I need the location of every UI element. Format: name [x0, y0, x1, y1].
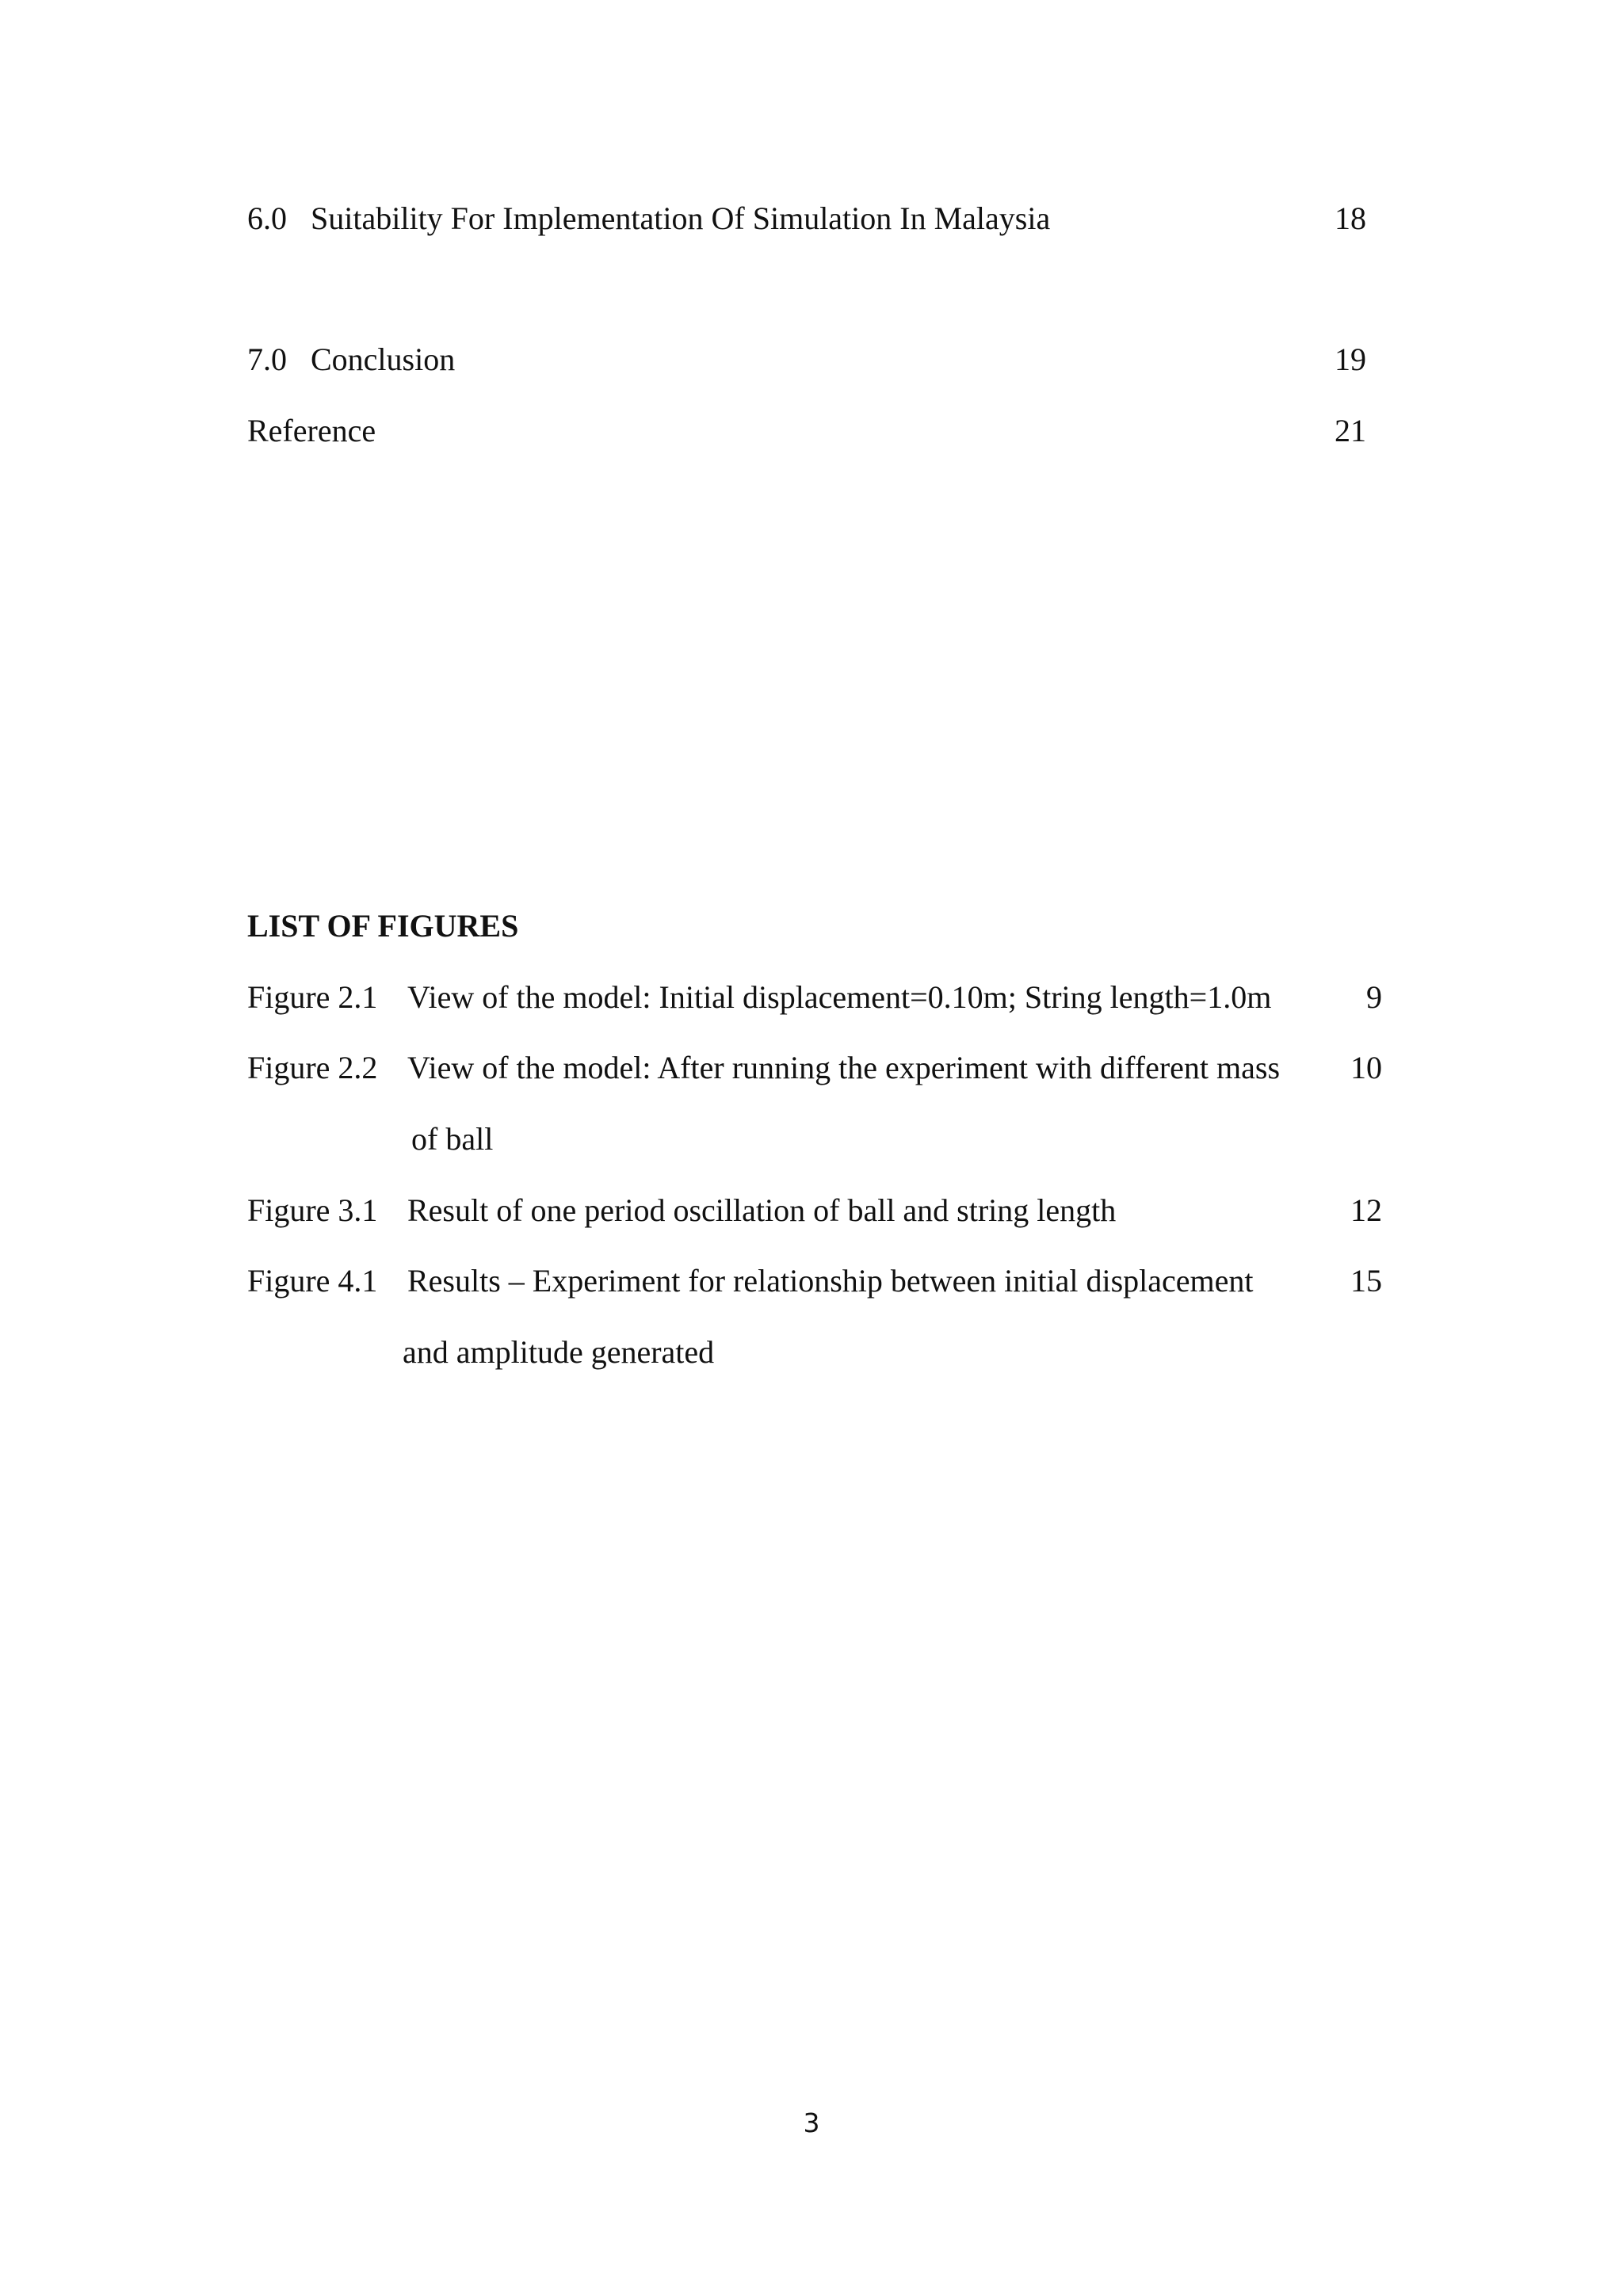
figure-page: 15 [1350, 1263, 1382, 1299]
list-of-figures-heading: LIST OF FIGURES [247, 908, 519, 944]
toc-entry-page: 18 [1335, 200, 1366, 236]
toc-entry-title: Conclusion [311, 341, 456, 377]
toc-entry-title: Suitability For Implementation Of Simulation In Malaysia [311, 200, 1051, 236]
toc-entry-number: 6.0 [247, 200, 287, 236]
figure-label: Figure 2.2 [247, 1050, 378, 1085]
figure-caption: Result of one period oscillation of ball and string length [407, 1192, 1117, 1228]
figure-caption: View of the model: After running the experiment with different mass [407, 1050, 1281, 1085]
figure-label: Figure 4.1 [247, 1263, 378, 1299]
figure-caption: View of the model: Initial displacement=0.10m; String length=1.0m [407, 979, 1272, 1015]
figure-caption-continued: of ball [411, 1121, 494, 1157]
figure-page: 9 [1366, 979, 1382, 1015]
toc-entry-page: 19 [1335, 341, 1366, 377]
figure-caption-continued: and amplitude generated [403, 1334, 715, 1370]
toc-entry-number: 7.0 [247, 341, 287, 377]
figure-page: 12 [1350, 1192, 1382, 1228]
figure-caption: Results – Experiment for relationship between initial displacement [407, 1263, 1254, 1299]
page-number: 3 [803, 2107, 820, 2138]
toc-entry-title: Reference [247, 413, 376, 448]
figure-page: 10 [1350, 1050, 1382, 1085]
figure-label: Figure 2.1 [247, 979, 378, 1015]
toc-entry-page: 21 [1335, 413, 1366, 448]
figure-label: Figure 3.1 [247, 1192, 378, 1228]
